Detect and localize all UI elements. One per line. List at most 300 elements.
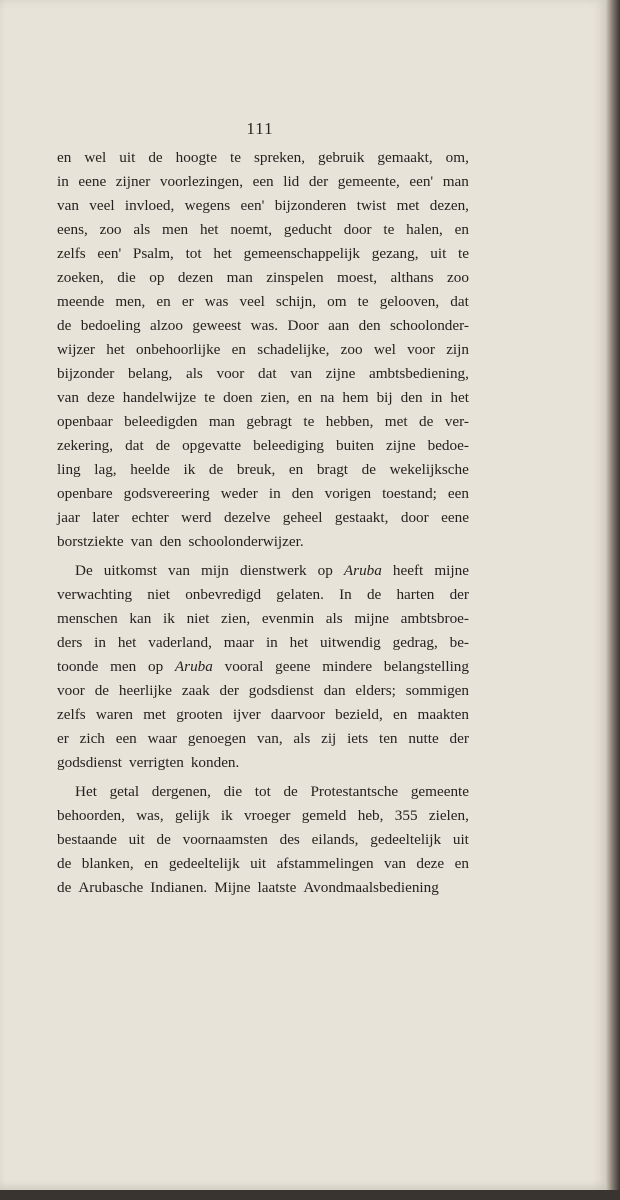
word: gebragt: [246, 413, 292, 430]
word: de: [148, 149, 163, 166]
text-line: [57, 410, 469, 434]
word: voor: [407, 341, 435, 358]
text-line: [57, 434, 469, 458]
word: twist: [356, 197, 387, 214]
word: der: [308, 173, 329, 190]
text-line: [57, 482, 469, 506]
word: gelooven,: [379, 293, 440, 310]
word: was: [204, 293, 229, 310]
word: Mijne: [214, 879, 251, 896]
word: een': [97, 245, 122, 262]
word: op: [147, 658, 164, 675]
word: uit: [119, 149, 136, 166]
word: uit: [250, 855, 267, 872]
word: tot: [185, 245, 202, 262]
word: openbaar: [57, 413, 113, 430]
word: ik: [220, 807, 233, 824]
word: Avondmaalsbediening: [303, 879, 439, 896]
word: grooten: [176, 706, 223, 723]
word: van: [168, 562, 190, 579]
word: en: [288, 461, 304, 478]
word: bij: [376, 389, 393, 406]
word: waren: [95, 706, 133, 723]
word: die: [223, 783, 243, 800]
word: het: [289, 634, 309, 651]
word: zien,: [221, 610, 251, 627]
word: gestaakt,: [334, 509, 389, 526]
word: belangstelling: [383, 658, 469, 675]
text-line: [57, 218, 469, 242]
word: 355: [394, 807, 418, 824]
word: weder: [220, 485, 258, 502]
word: en: [231, 341, 247, 358]
text-line: [57, 290, 469, 314]
word: dat: [125, 437, 144, 454]
text-line: [57, 780, 469, 804]
word: belang,: [128, 365, 173, 382]
word: zoeken,: [57, 269, 104, 286]
word: toestand;: [382, 485, 437, 502]
word: de: [208, 461, 224, 478]
word: toonde: [57, 658, 99, 675]
text-line: [57, 655, 469, 679]
word: blanken,: [81, 855, 134, 872]
word: Protestantsche: [310, 783, 399, 800]
word: dat: [450, 293, 469, 310]
word: mijn: [201, 562, 229, 579]
word: eilands,: [311, 831, 359, 848]
text-line: [57, 266, 469, 290]
word: In: [339, 586, 352, 603]
word: zoo: [99, 221, 122, 238]
word: elders;: [355, 682, 396, 699]
word: konden.: [190, 754, 240, 771]
word: tot: [254, 783, 271, 800]
word: opgevatte: [182, 437, 242, 454]
word: te: [230, 149, 241, 166]
word: dezen,: [429, 197, 469, 214]
word: man: [442, 173, 469, 190]
word: den: [400, 389, 423, 406]
word: gedeeltelijk: [370, 831, 442, 848]
word: bragt: [316, 461, 349, 478]
word: hem: [342, 389, 369, 406]
word: eene: [441, 509, 469, 526]
word: althans: [390, 269, 434, 286]
word: van: [290, 365, 313, 382]
word: was,: [136, 807, 164, 824]
text-line: [57, 631, 469, 655]
word: van: [130, 533, 153, 550]
word: gelaten.: [276, 586, 324, 603]
word: gemeente,: [337, 173, 400, 190]
word: Door: [287, 317, 319, 334]
word: bijzonder: [57, 365, 115, 382]
word: openbare: [57, 485, 113, 502]
word: ambtsbediening,: [368, 365, 469, 382]
word: lid: [283, 173, 300, 190]
word: godsdienst: [248, 682, 314, 699]
word: een': [240, 197, 265, 214]
word: hoogte: [175, 149, 218, 166]
word: beleediging: [253, 437, 325, 454]
word: door: [400, 509, 429, 526]
word: vorigen: [324, 485, 372, 502]
word: in: [265, 634, 278, 651]
word: evenmin: [261, 610, 315, 627]
word: de: [366, 586, 382, 603]
page-bottom-shadow: [0, 1190, 620, 1200]
word: borstziekte: [57, 533, 124, 550]
word: zijne: [325, 365, 356, 382]
word: in: [268, 485, 281, 502]
word: gemeld: [301, 807, 347, 824]
word: be-: [449, 634, 469, 651]
word: dezelve: [223, 509, 271, 526]
text-line: [57, 852, 469, 876]
word: waar: [147, 730, 178, 747]
word: een: [115, 730, 137, 747]
word: wel: [373, 341, 396, 358]
text-line: [57, 146, 469, 170]
word: zinspelen: [266, 269, 324, 286]
word: breuk,: [236, 461, 276, 478]
text-line: [57, 583, 469, 607]
word: ver-: [444, 413, 469, 430]
word: gemeenschappelijk: [243, 245, 361, 262]
word: zich: [79, 730, 105, 747]
word: de: [156, 831, 171, 848]
word: schijn,: [275, 293, 316, 310]
word: zelfs: [57, 245, 86, 262]
word: man: [226, 269, 253, 286]
word: hebben,: [325, 413, 374, 430]
word: bestaande: [57, 831, 117, 848]
word: voornaamsten: [182, 831, 268, 848]
word: en: [297, 389, 313, 406]
word: den: [358, 317, 381, 334]
word: van: [383, 855, 406, 872]
word: nutte: [408, 730, 439, 747]
word: geducht: [283, 221, 332, 238]
word: en: [454, 221, 469, 238]
word: in: [57, 173, 69, 190]
word: vroeger: [244, 807, 291, 824]
word: vooral: [224, 658, 264, 675]
word: den: [291, 485, 314, 502]
word: ambtsbroe-: [400, 610, 469, 627]
word: aan: [328, 317, 350, 334]
word: spreken,: [253, 149, 306, 166]
word: ders: [57, 634, 83, 651]
word: gemeente: [410, 783, 469, 800]
text-line: [57, 703, 469, 727]
word: mijne: [354, 610, 389, 627]
word: het: [117, 634, 137, 651]
word: vaderland,: [148, 634, 212, 651]
word: heb,: [357, 807, 384, 824]
word: onbevredigd: [185, 586, 262, 603]
text-line: [57, 607, 469, 631]
word: bezield,: [335, 706, 383, 723]
word: iets: [347, 730, 369, 747]
word: de: [155, 437, 171, 454]
word: in: [94, 634, 106, 651]
word: uitkomst: [103, 562, 157, 579]
word: zoo: [340, 341, 363, 358]
word: zelfs: [57, 706, 86, 723]
word: in: [430, 389, 443, 406]
word: sommigen: [405, 682, 469, 699]
word: zijn: [446, 341, 469, 358]
word: als: [133, 221, 151, 238]
word: de: [57, 855, 72, 872]
word: men,: [115, 293, 146, 310]
word: Arubasche: [78, 879, 144, 896]
word: wekelijksche: [389, 461, 469, 478]
word: lag,: [94, 461, 117, 478]
word: te: [303, 413, 315, 430]
word: wijzer: [57, 341, 95, 358]
word: onbehoorlijke: [136, 341, 221, 358]
word: een': [409, 173, 434, 190]
text-line: [57, 559, 469, 583]
word: voor: [216, 365, 245, 382]
word: de: [361, 461, 376, 478]
text-line: [57, 751, 469, 775]
word: maar: [223, 634, 255, 651]
word: mijne: [434, 562, 469, 579]
word: eens,: [57, 221, 88, 238]
text-line: [57, 828, 469, 852]
word: zijner: [115, 173, 151, 190]
word: van: [57, 197, 79, 214]
word: bedoe-: [427, 437, 469, 454]
word: verrigten: [128, 754, 184, 771]
word: mindere: [322, 658, 373, 675]
word: gemaakt,: [377, 149, 433, 166]
text-line: [57, 338, 469, 362]
body-text: [57, 146, 469, 900]
word: der: [219, 682, 239, 699]
word: voorlezingen,: [159, 173, 244, 190]
word: gedrag,: [392, 634, 438, 651]
text-line: [57, 506, 469, 530]
word: geweest: [192, 317, 242, 334]
word: gelijk: [174, 807, 210, 824]
word: geheel: [282, 509, 323, 526]
text-line: [57, 194, 469, 218]
word: ling: [57, 461, 81, 478]
word: gezang,: [371, 245, 419, 262]
text-line: [57, 458, 469, 482]
word: geene: [275, 658, 311, 675]
word: godsdienst: [57, 754, 122, 771]
word: als: [325, 610, 343, 627]
word: ten: [378, 730, 398, 747]
word: zien,: [260, 389, 290, 406]
word: om,: [445, 149, 469, 166]
word: deze: [86, 389, 115, 406]
word: het: [199, 221, 219, 238]
word: alzoo: [150, 317, 183, 334]
word: man: [208, 413, 235, 430]
word: heeft: [392, 562, 424, 579]
word: te: [357, 293, 369, 310]
text-line: [57, 242, 469, 266]
word: en: [144, 855, 159, 872]
word: genoegen: [187, 730, 247, 747]
text-line: [57, 386, 469, 410]
word: harten: [396, 586, 435, 603]
word: zijne: [386, 437, 416, 454]
word: om: [327, 293, 347, 310]
word: de: [94, 682, 110, 699]
word: handelwijze: [122, 389, 197, 406]
word: maakten: [417, 706, 469, 723]
word: uitwendig: [320, 634, 381, 651]
word: werd: [181, 509, 212, 526]
word: dezen: [177, 269, 214, 286]
word: gedeeltelijk: [168, 855, 240, 872]
word: niet: [147, 586, 171, 603]
word: heelde: [130, 461, 170, 478]
word: zoo: [446, 269, 469, 286]
word: jaar: [57, 509, 80, 526]
word: door: [343, 221, 372, 238]
word: Aruba: [343, 562, 382, 579]
word: Aruba: [174, 658, 213, 675]
word: der: [449, 586, 469, 603]
word: en: [454, 855, 469, 872]
text-line: [57, 804, 469, 828]
word: echter: [131, 509, 169, 526]
word: een: [447, 485, 469, 502]
word: het: [106, 341, 125, 358]
word: daarvoor: [270, 706, 325, 723]
word: meende: [57, 293, 105, 310]
word: laatste: [257, 879, 297, 896]
word: zij: [321, 730, 337, 747]
word: er: [181, 293, 194, 310]
word: na: [320, 389, 335, 406]
word: zaak: [181, 682, 210, 699]
word: veel: [239, 293, 265, 310]
word: te: [383, 221, 395, 238]
word: er: [57, 730, 69, 747]
word: eene: [78, 173, 107, 190]
word: en: [392, 706, 408, 723]
word: heerlijke: [118, 682, 173, 699]
word: deze: [416, 855, 445, 872]
word: ik: [163, 610, 175, 627]
word: Indianen.: [150, 879, 208, 896]
page-number: 111: [246, 119, 274, 138]
word: en: [57, 149, 72, 166]
word: uit: [430, 245, 447, 262]
word: dan: [323, 682, 346, 699]
word: voor: [57, 682, 85, 699]
word: en: [156, 293, 171, 310]
word: schoolonder-: [389, 317, 469, 334]
word: op: [317, 562, 333, 579]
word: Het: [75, 783, 97, 800]
word: afstammelingen: [276, 855, 374, 872]
text-line: [57, 314, 469, 338]
word: met: [143, 706, 166, 723]
word: beleedigden: [124, 413, 198, 430]
word: ik: [183, 461, 196, 478]
word: te: [458, 245, 469, 262]
word: verwachting: [57, 586, 133, 603]
word: die: [117, 269, 136, 286]
text-line: [57, 170, 469, 194]
word: schoolonderwijzer.: [188, 533, 304, 550]
word: dienstwerk: [239, 562, 307, 579]
word: halen,: [406, 221, 443, 238]
word: als: [293, 730, 311, 747]
word: de: [418, 413, 434, 430]
word: de: [57, 879, 72, 896]
word: men: [110, 658, 137, 675]
word: behoorden,: [57, 807, 125, 824]
word: zekering,: [57, 437, 114, 454]
word: menschen: [57, 610, 118, 627]
word: den: [159, 533, 182, 550]
word: dat: [257, 365, 277, 382]
word: was.: [250, 317, 279, 334]
word: invloed,: [124, 197, 175, 214]
word: zielen,: [428, 807, 469, 824]
word: gebruik: [318, 149, 365, 166]
word: wel: [84, 149, 107, 166]
word: bedoeling: [80, 317, 141, 334]
word: noemt,: [230, 221, 273, 238]
word: der: [449, 730, 469, 747]
word: doen: [223, 389, 253, 406]
word: met: [396, 197, 420, 214]
word: niet: [186, 610, 210, 627]
word: het: [450, 389, 469, 406]
word: met: [384, 413, 408, 430]
word: godsvereering: [123, 485, 210, 502]
word: van: [57, 389, 79, 406]
word: de: [283, 783, 298, 800]
word: veel: [89, 197, 115, 214]
text-line: [57, 876, 469, 900]
word: bijzonderen: [274, 197, 347, 214]
word: dergenen,: [151, 783, 211, 800]
word: een: [252, 173, 274, 190]
word: uit: [128, 831, 145, 848]
word: getal: [109, 783, 140, 800]
word: op: [149, 269, 165, 286]
text-line: [57, 679, 469, 703]
word: Psalm,: [132, 245, 174, 262]
word: te: [204, 389, 216, 406]
text-line: [57, 530, 469, 554]
word: later: [92, 509, 120, 526]
word: wegens: [184, 197, 231, 214]
word: schadelijke,: [257, 341, 330, 358]
word: men: [162, 221, 189, 238]
word: De: [75, 562, 93, 579]
word: des: [279, 831, 300, 848]
word: kan: [129, 610, 152, 627]
word: als: [185, 365, 203, 382]
word: moest,: [337, 269, 378, 286]
page-edge: [606, 0, 620, 1200]
